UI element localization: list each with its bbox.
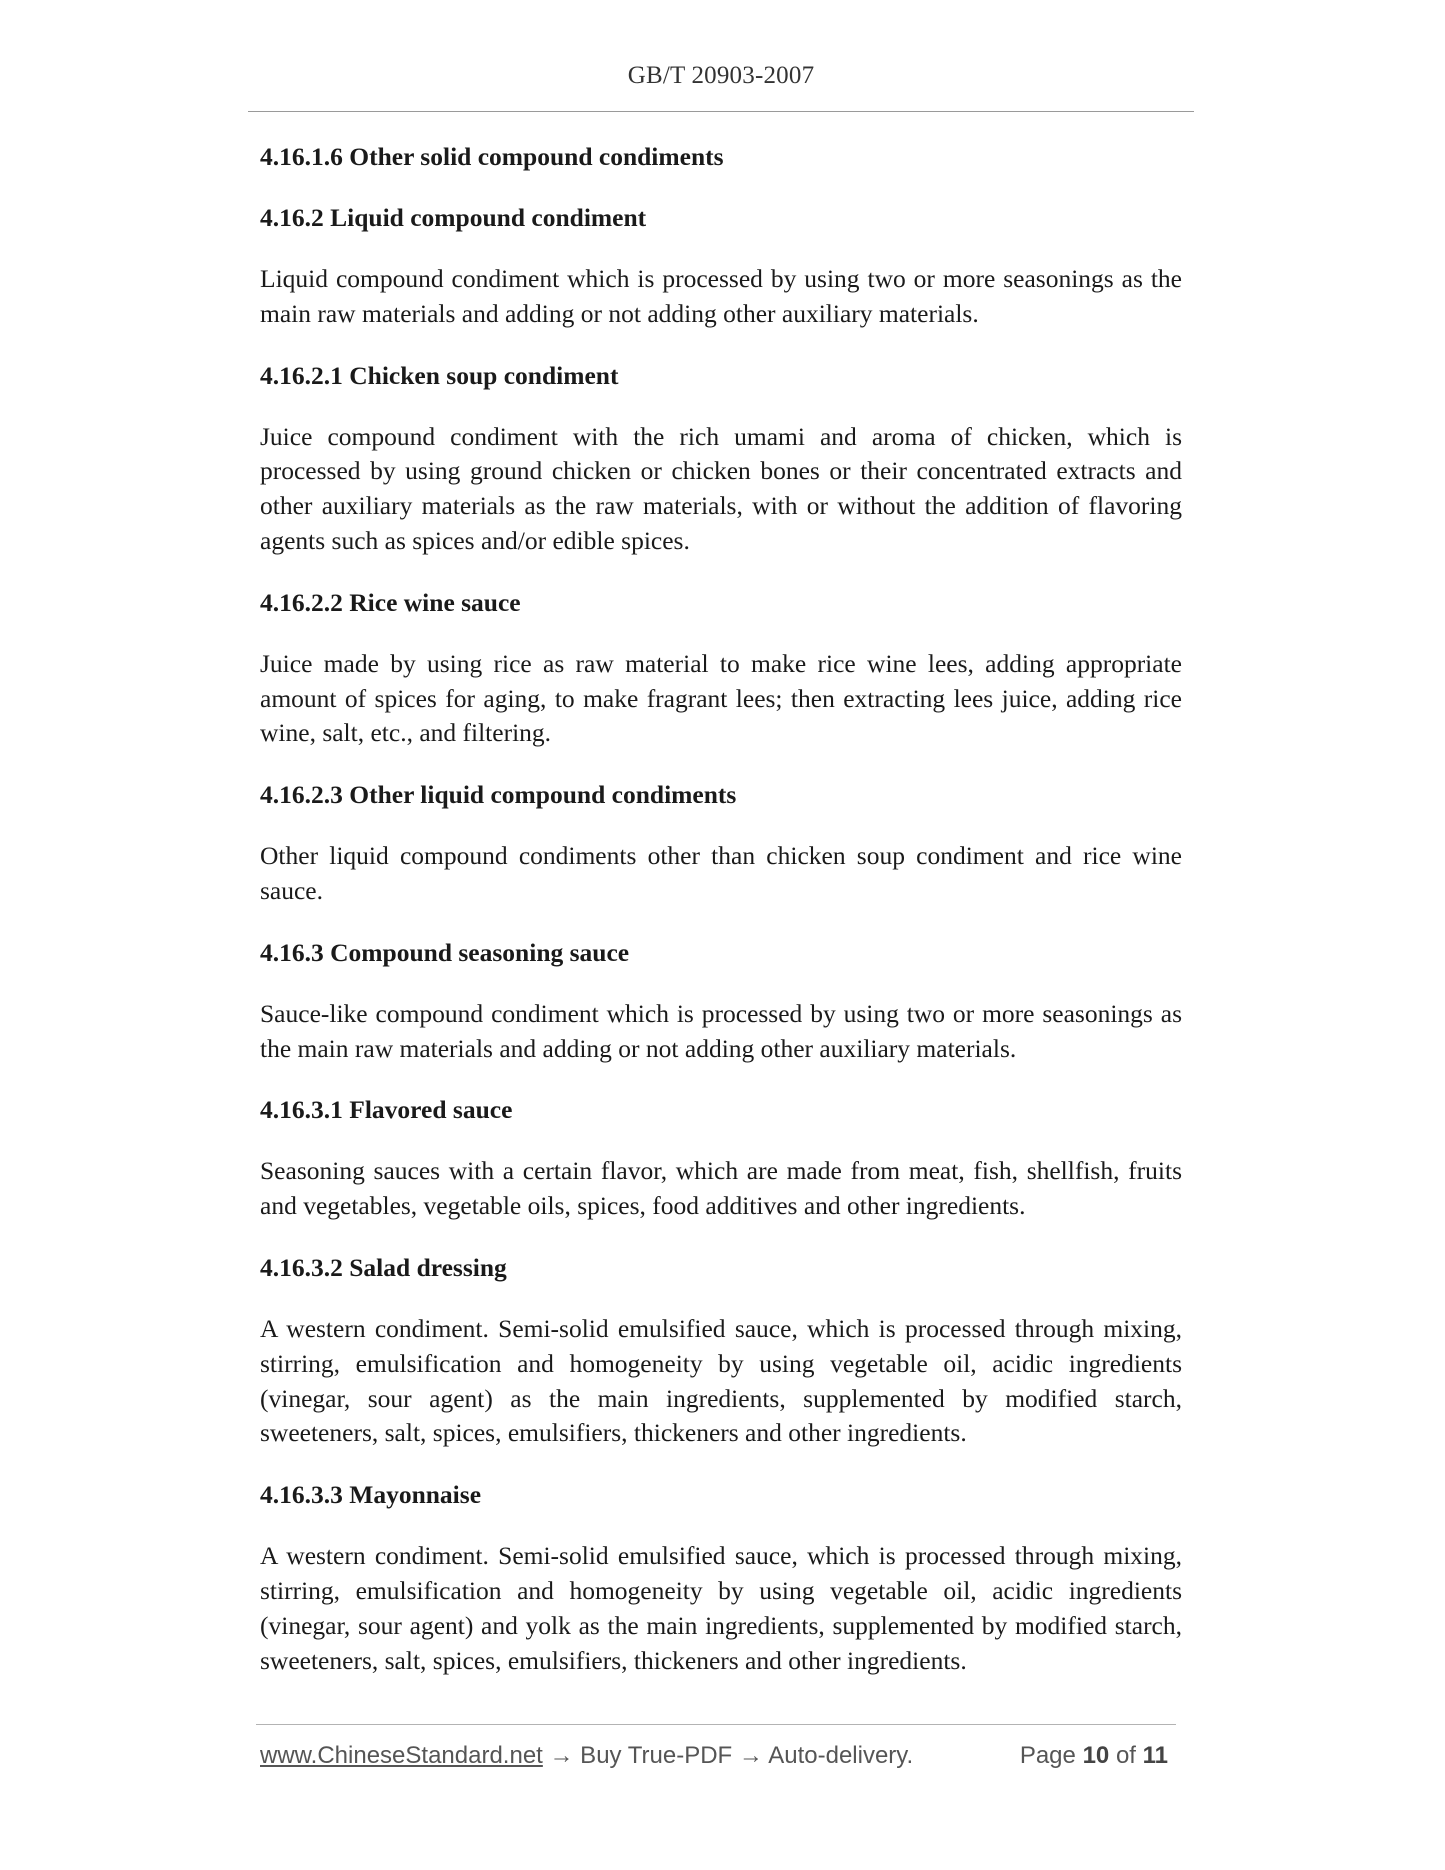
section-body-4-16-2-3: Other liquid compound condiments other than chicken soup condiment and rice wine sauce. xyxy=(260,841,1182,905)
document-code-header: GB/T 20903-2007 xyxy=(627,62,815,89)
section-body-4-16-3: Sauce-like compound condiment which is processed by using two or more seasonings as the main raw materials and adding or not adding other auxiliary materials. xyxy=(260,998,1182,1063)
page-indicator xyxy=(1020,1742,1168,1770)
section-body-4-16-3-2: A western condiment. Semi-solid emulsified sauce, which is processed through mixing, stirring, emulsification and homogeneity by using vegetable oil, acidic ingredients (vinegar, sour agent) as the main ingredients, supplemented by modified starch, sweeteners, salt, spices, emulsifiers, thickeners and other ingredients. xyxy=(260,1313,1182,1448)
page-label: Page xyxy=(1019,1742,1076,1769)
section-heading-4-16-2-3: 4.16.2.3 Other liquid compound condiments xyxy=(260,780,737,810)
section-heading-4-16-3: 4.16.3 Compound seasoning sauce xyxy=(260,937,630,967)
section-body-4-16-3-1: Seasoning sauces with a certain flavor, which are made from meat, fish, shellfish, fruits and vegetables, vegetable oils, spices, food additives and other ingredients. xyxy=(260,1156,1182,1221)
section-body-4-16-2-2: Juice made by using rice as raw material to make rice wine lees, adding appropriate amount of spices for aging, to make fragrant lees; then extracting lees juice, adding rice wine, salt, etc., and filtering. xyxy=(260,648,1182,748)
section-heading-4-16-3-2: 4.16.3.2 Salad dressing xyxy=(260,1252,507,1282)
page-footer xyxy=(260,1742,1176,1776)
page-total: 11 xyxy=(1142,1742,1168,1769)
section-body-4-16-2-1: Juice compound condiment with the rich umami and aroma of chicken, which is processed by using ground chicken or chicken bones or their concentrated extracts and other auxiliary materials as the raw materials, with or without the addition of flavoring agents such as spices and/or edible spices. xyxy=(260,421,1182,555)
section-heading-4-16-2-1: 4.16.2.1 Chicken soup condiment xyxy=(260,360,619,390)
footer-promo-text: → Buy True-PDF → Auto-delivery. xyxy=(542,1742,914,1769)
page-of-label: of xyxy=(1115,1742,1136,1769)
footer-promo xyxy=(260,1742,913,1770)
header-divider xyxy=(248,111,1194,112)
section-heading-4-16-2: 4.16.2 Liquid compound condiment xyxy=(260,203,647,232)
section-body-4-16-3-3: A western condiment. Semi-solid emulsified sauce, which is processed through mixing, stirring, emulsification and homogeneity by using vegetable oil, acidic ingredients (vinegar, sour agent) and yolk as the main ingredients, supplemented by modified starch, sweeteners, salt, spices, emulsifiers, thickeners and other ingredients. xyxy=(260,1541,1182,1675)
section-heading-4-16-1-6: 4.16.1.6 Other solid compound condiments xyxy=(260,142,724,171)
document-body xyxy=(260,140,1182,1678)
section-heading-4-16-3-1: 4.16.3.1 Flavored sauce xyxy=(260,1095,513,1125)
section-heading-4-16-2-2: 4.16.2.2 Rice wine sauce xyxy=(260,587,521,617)
section-body-4-16-2: Liquid compound condiment which is processed by using two or more seasonings as the main raw materials and adding or not adding other auxiliary materials. xyxy=(260,264,1182,328)
footer-divider xyxy=(256,1724,1176,1725)
section-heading-4-16-3-3: 4.16.3.3 Mayonnaise xyxy=(260,1480,482,1510)
page-current: 10 xyxy=(1082,1742,1110,1769)
site-link[interactable]: www.ChineseStandard.net xyxy=(260,1742,543,1769)
